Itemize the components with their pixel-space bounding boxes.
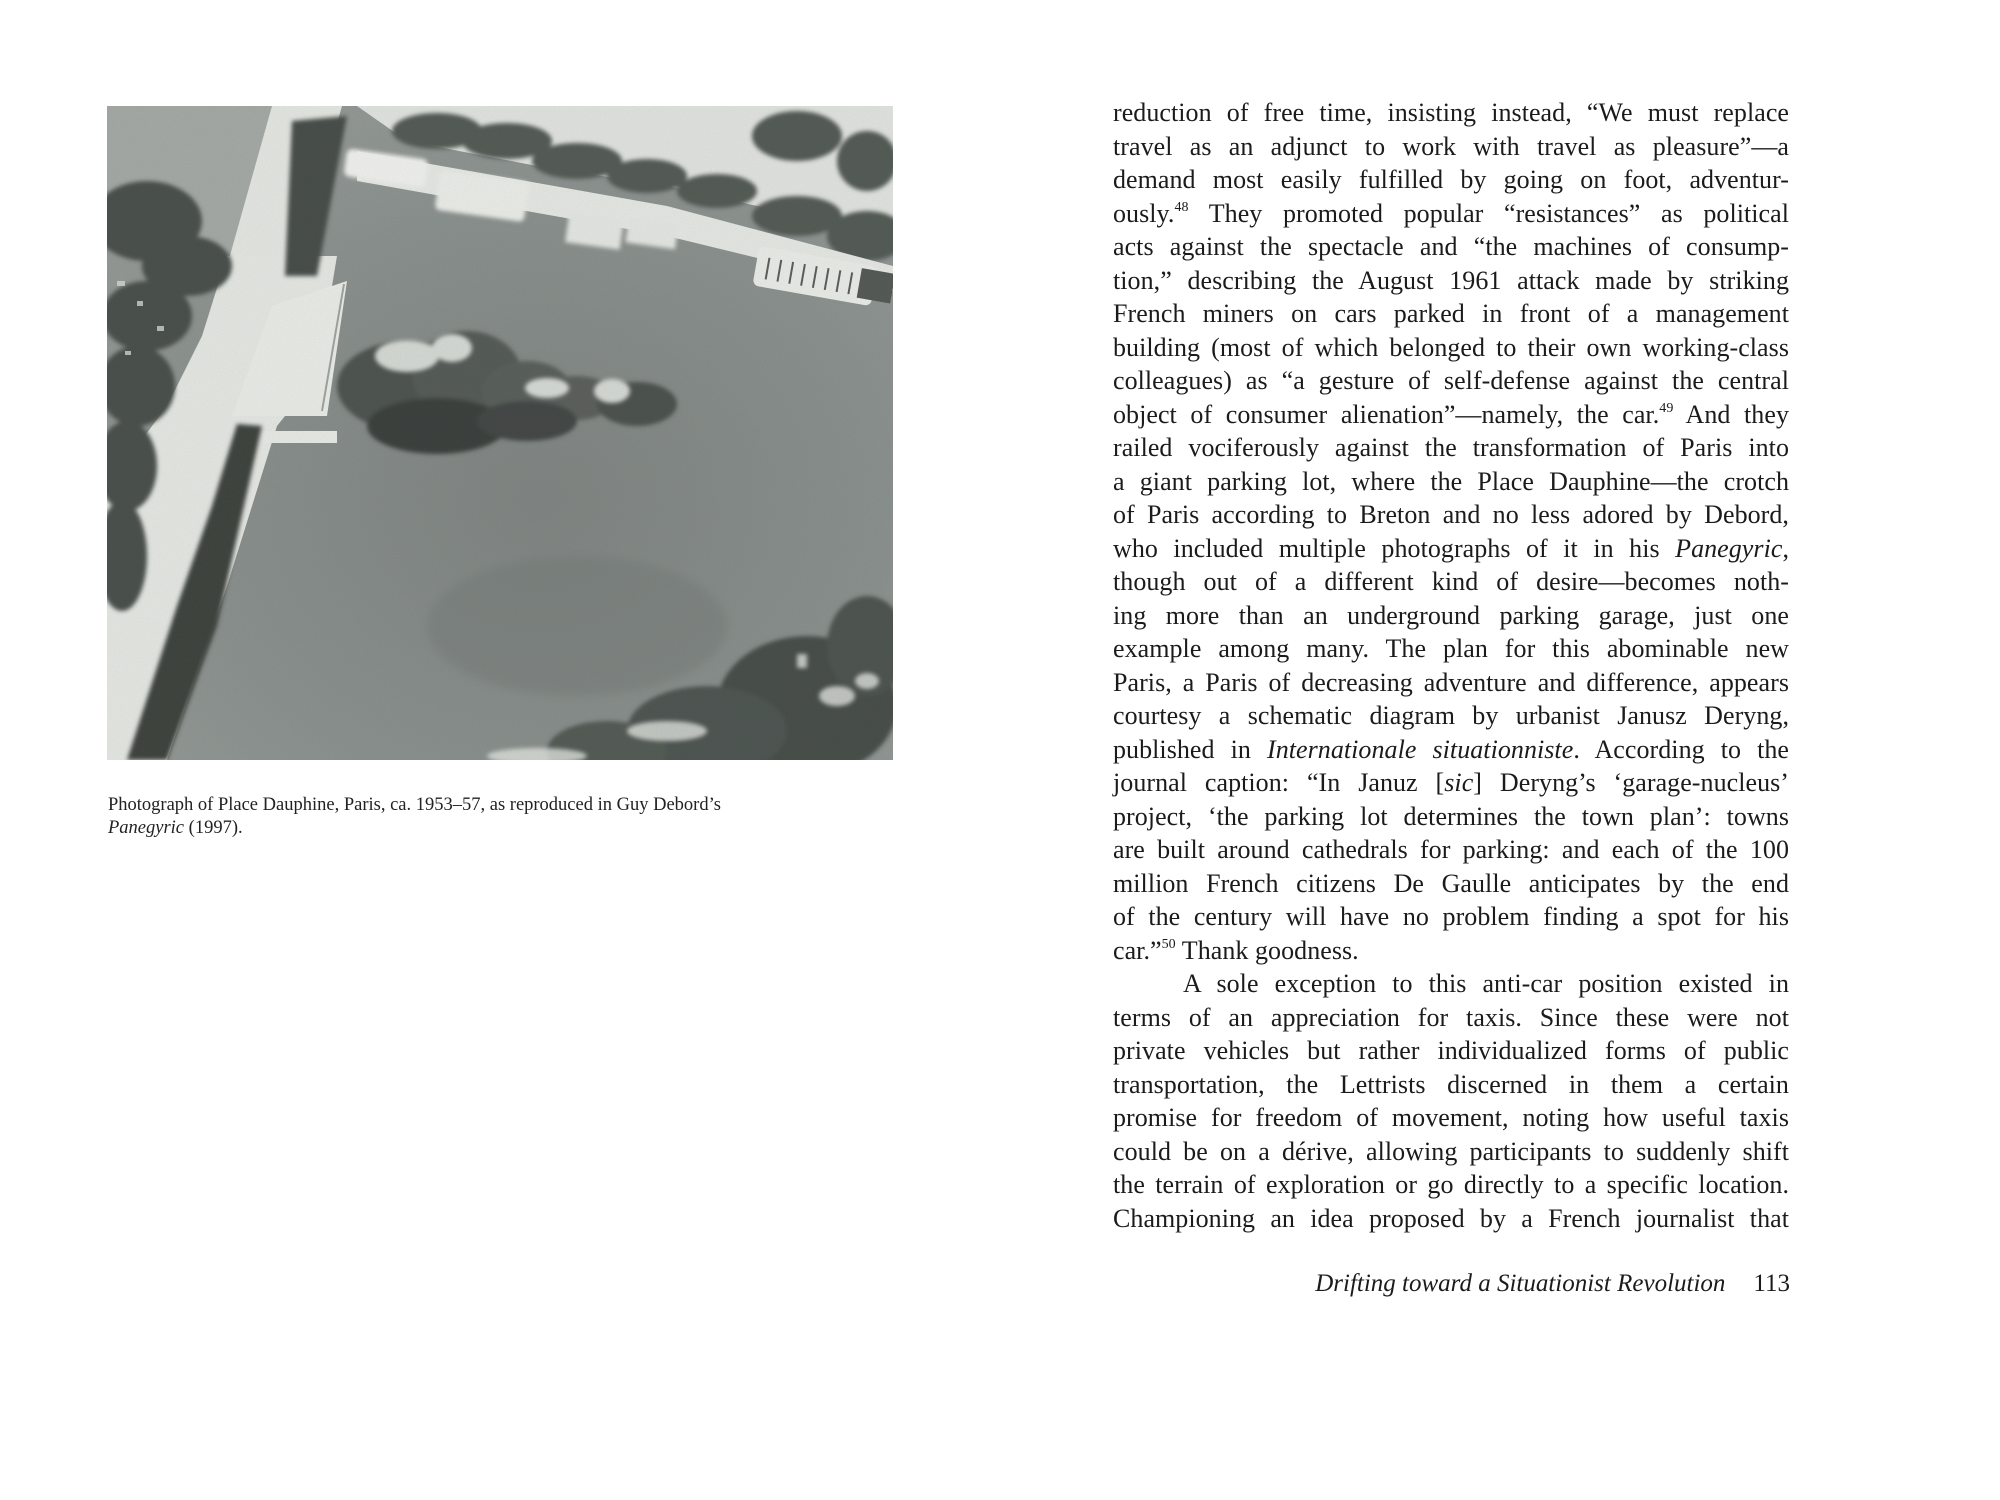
text-line [1113,197,1789,231]
text-segment: object of consumer alienation”—namely, the car. [1113,399,1660,429]
text-line [1113,230,1789,264]
footnote-reference: 50 [1161,936,1176,952]
footnote-reference: 49 [1659,400,1674,416]
italic-text: sic [1444,768,1474,797]
running-footer [1240,1270,1790,1298]
text-line [1113,833,1789,867]
caption-year: (1997). [184,818,243,838]
text-segment: who included multiple photographs of it in his [1113,533,1676,563]
page-number: 113 [1753,1270,1790,1297]
text-line [1113,264,1789,298]
text-line [1113,532,1789,566]
text-line [1113,800,1789,834]
text-line [1113,900,1789,934]
text-line [1113,163,1789,197]
text-segment: private vehicles but rather individualized forms of public [1113,1036,1789,1065]
text-segment: courtesy a schematic diagram by urbanist Janusz Deryng, [1113,701,1789,730]
text-segment: And they [1673,399,1790,429]
text-line [1113,1168,1789,1202]
place-dauphine-photograph [107,106,893,760]
text-segment: Thank goodness. [1175,935,1359,965]
text-line [1113,1101,1789,1135]
text-segment: colleagues) as “a gesture of self-defense against the central [1113,366,1789,395]
text-line [1113,1202,1789,1236]
text-line [1113,599,1789,633]
text-line [1113,867,1789,901]
text-line [1113,331,1789,365]
text-segment: ] Deryng’s ‘garage-nucleus’ [1473,768,1789,797]
text-line [1113,96,1789,130]
text-segment: a giant parking lot, where the Place Dauphine—the crotch [1113,466,1789,496]
text-segment: of the century will have no problem finding a spot for his [1113,902,1789,931]
text-line [1113,1001,1789,1035]
text-segment: travel as an adjunct to work with travel as pleasure”—a [1113,131,1789,161]
text-line [1113,364,1789,398]
text-line [1113,465,1789,499]
text-line [1113,934,1789,968]
text-segment: demand most easily fulfilled by going on foot, adventur- [1113,165,1789,194]
text-segment: million French citizens De Gaulle anticipates by the end [1113,868,1789,898]
text-line [1113,498,1789,532]
text-segment: . According to the [1573,734,1789,764]
text-line [1113,398,1789,432]
text-line [1113,431,1789,465]
text-segment: promise for freedom of movement, noting how useful taxis [1113,1103,1789,1132]
text-segment: , [1782,533,1789,563]
text-line [1113,1034,1789,1068]
text-segment: They promoted popular “resistances” as political [1188,198,1789,228]
text-line [1113,297,1789,331]
text-segment: building (most of which belonged to their own working-class [1113,332,1789,362]
caption-book-title: Panegyric [108,818,185,838]
text-line [1113,130,1789,164]
text-segment: A sole exception to this anti-car position existed in [1183,969,1789,998]
footnote-reference: 48 [1174,199,1189,215]
text-segment: tion,” describing the August 1961 attack made by striking [1113,265,1789,295]
running-title: Drifting toward a Situationist Revolution [1315,1270,1726,1297]
aerial-photo-illustration [107,106,893,760]
text-segment: French miners on cars parked in front of a management [1113,299,1789,328]
text-segment: could be on a dérive, allowing participants to suddenly shift [1113,1136,1789,1166]
text-line [1113,632,1789,666]
body-text [1113,96,1789,1235]
text-segment: Paris, a Paris of decreasing adventure and difference, appears [1113,667,1789,697]
text-segment: terms of an appreciation for taxis. Since these were not [1113,1002,1789,1032]
italic-text: Internationale situationniste [1266,734,1574,764]
text-line [1113,666,1789,700]
text-segment: the terrain of exploration or go directly to a specific location. [1113,1170,1789,1199]
text-segment: are built around cathedrals for parking: and each of the 100 [1113,835,1789,864]
text-segment: published in [1113,734,1267,764]
text-segment: example among many. The plan for this abominable new [1113,634,1789,663]
text-segment: railed vociferously against the transformation of Paris into [1113,433,1789,462]
text-segment: journal caption: “In Januz [ [1113,768,1445,797]
text-line [1113,1135,1789,1169]
text-segment: project, ‘the parking lot determines the town plan’: towns [1113,801,1789,831]
text-line [1113,1068,1789,1102]
text-segment: acts against the spectacle and “the machines of consump- [1113,232,1789,261]
text-line [1113,699,1789,733]
text-line [1113,967,1789,1001]
text-line [1113,733,1789,767]
text-segment: though out of a different kind of desire—becomes noth- [1113,567,1789,596]
figure-caption [108,794,848,840]
text-segment: car.” [1113,935,1162,965]
caption-text: Photograph of Place Dauphine, Paris, ca. 1953–57, as reproduced in Guy Debord’s [108,795,721,815]
text-line [1113,766,1789,800]
text-line [1113,565,1789,599]
text-segment: ing more than an underground parking garage, just one [1113,600,1789,630]
text-segment: ously. [1113,198,1175,228]
italic-text: Panegyric [1675,533,1783,563]
text-segment: transportation, the Lettrists discerned in them a certain [1113,1069,1789,1099]
text-segment: Championing an idea proposed by a French journalist that [1113,1203,1789,1233]
text-segment: reduction of free time, insisting instead, “We must replace [1113,98,1789,127]
text-segment: of Paris according to Breton and no less adored by Debord, [1113,500,1789,529]
